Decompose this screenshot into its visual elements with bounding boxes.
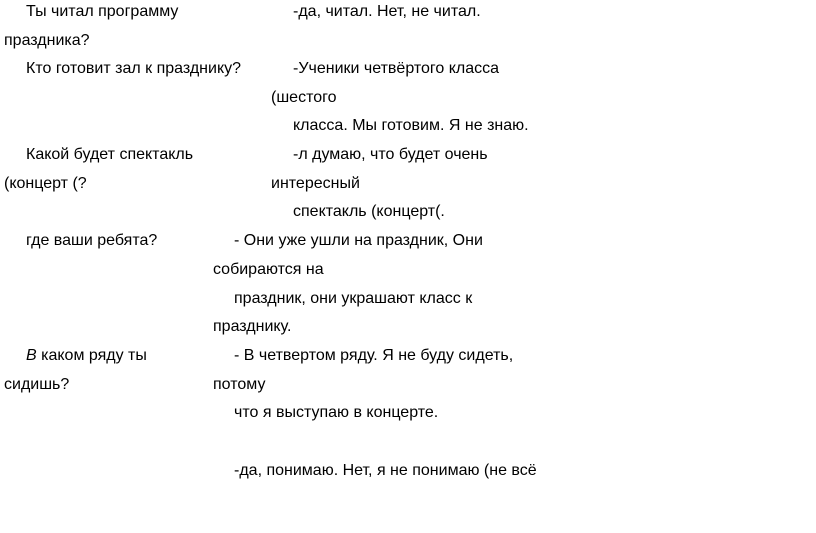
question-5-line-1 xyxy=(26,346,147,366)
answer-1-line-1: -да, читал. Нет, не читал. xyxy=(293,3,481,20)
question-5-italic-prefix: В xyxy=(26,347,37,364)
question-3-line-1: Какой будет спектакль xyxy=(26,146,194,163)
answer-4-line-4: празднику. xyxy=(213,318,292,335)
answer-5-line-2: потому xyxy=(213,376,266,393)
question-5-line-2: сидишь? xyxy=(4,376,70,393)
answer-2-line-3: класса. Мы готовим. Я не знаю. xyxy=(293,117,529,134)
answer-3-line-1: -л думаю, что будет очень xyxy=(293,146,488,163)
question-2-line-1: Кто готовит зал к празднику? xyxy=(26,60,242,77)
answer-4-line-3: праздник, они украшают класс к xyxy=(234,290,473,307)
answer-2-line-1: -Ученики четвёртого класса xyxy=(293,60,500,77)
answer-6-line-1: -да, понимаю. Нет, я не понимаю (не всё xyxy=(234,462,537,479)
answer-5-line-3: что я выступаю в концерте. xyxy=(234,404,439,421)
answer-4-line-1: - Они уже ушли на праздник, Они xyxy=(234,232,483,249)
question-4-line-1: где ваши ребята? xyxy=(26,232,158,249)
question-1-line-2: праздника? xyxy=(4,32,90,49)
question-5-rest: каком ряду ты xyxy=(36,347,147,364)
question-3-line-2: (концерт (? xyxy=(4,175,87,192)
answer-3-line-3: спектакль (концерт(. xyxy=(293,203,445,220)
answer-5-line-1: - В четвертом ряду. Я не буду сидеть, xyxy=(234,347,514,364)
question-1-line-1: Ты читал программу xyxy=(26,3,179,20)
answer-3-line-2: интересный xyxy=(271,175,360,192)
answer-4-line-2: собираются на xyxy=(213,261,324,278)
answer-2-line-2: (шестого xyxy=(271,89,337,106)
